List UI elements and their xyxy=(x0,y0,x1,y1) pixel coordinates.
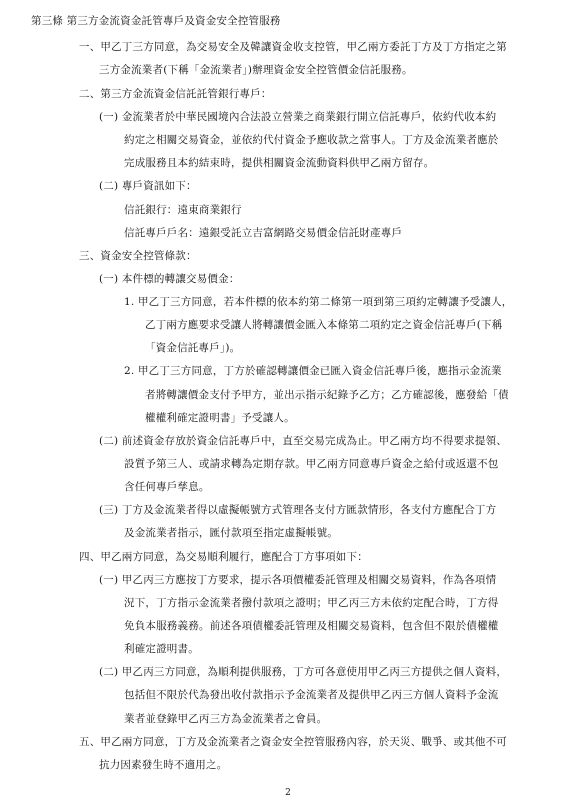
section-3-item-3-line-2: 及金流業者指示，匯付款項至指定虛擬帳號。 xyxy=(124,527,338,539)
section-3-heading: 三、資金安全控管條款： xyxy=(79,250,197,262)
section-2-item-1-line-2: 約定之相關交易資金，並依約代付資金予應收款之當事人。丁方及金流業者應於 xyxy=(124,134,499,146)
trust-account-name: 信託專戶戶名：遠銀受託立吉富網路交易價金信託財產專戶 xyxy=(124,227,403,239)
section-4-item-2-line-2: 包括但不限於代為發出收付款指示予金流業者及提供甲乙丙三方個人資料予金流 xyxy=(124,689,499,701)
section-3-point-2-line-2: 者將轉讓價金支付予甲方，並出示指示紀錄予乙方；乙方確認後，應發給「債 xyxy=(145,389,509,401)
article-title: 第三條 第三方金流資金託管專戶及資金安全控管服務 xyxy=(31,15,281,27)
section-2-item-2-heading: (二) 專戶資訊如下： xyxy=(99,180,197,192)
section-4-item-1-line-2: 況下，丁方指示金流業者撥付款項之證明；甲乙丙三方未依約定配合時，丁方得 xyxy=(124,597,499,609)
section-2-item-1-line-3: 完成服務且本約結束時，提供相關資金流動資料供甲乙兩方留存。 xyxy=(124,157,435,169)
section-3-item-2-line-1: (二) 前述資金存放於資金信託專戶中，直至交易完成為止。甲乙兩方均不得要求提領、 xyxy=(99,435,508,447)
section-3-item-2-line-2: 設質予第三人、或請求轉為定期存款。甲乙兩方同意專戶資金之給付或返還不包 xyxy=(124,458,499,470)
section-2-item-1-line-1: (一) 金流業者於中華民國境內合法設立營業之商業銀行開立信託專戶，依約代收本約 xyxy=(99,111,497,123)
section-3-item-1-heading: (一) 本件標的轉讓交易價金： xyxy=(99,273,240,285)
section-3-point-1-line-3: 「資金信託專戶」)。 xyxy=(145,342,241,354)
section-4-item-1-line-3: 免負本服務義務。前述各項債權委託管理及相關交易資料，包含但不限於債權權 xyxy=(124,620,499,632)
section-3-point-1-line-2: 乙丁兩方應要求受讓人將轉讓價金匯入本條第二項約定之資金信託專戶(下稱 xyxy=(145,319,503,331)
section-4-heading: 四、甲乙兩方同意，為交易順利履行，應配合丁方事項如下： xyxy=(79,551,368,563)
page-number: 2 xyxy=(285,788,291,798)
section-5-line-1: 五、甲乙兩方同意，丁方及金流業者之資金安全控管服務內容，於天災、戰爭、或其他不可 xyxy=(79,736,507,748)
section-5-line-2: 抗力因素發生時不適用之。 xyxy=(99,759,228,771)
section-2-heading: 二、第三方金流資金信託託管銀行專戶： xyxy=(79,88,272,100)
section-4-item-2-line-1: (二) 甲乙丙三方同意，為順利提供服務，丁方可各意使用甲乙丙三方提供之個人資料， xyxy=(99,666,508,678)
section-3-point-2-line-3: 權權利確定證明書」予受讓人。 xyxy=(145,412,295,424)
section-1-line-2: 三方金流業者(下稱「金流業者」)辦理資金安全控管價金信託服務。 xyxy=(99,64,413,76)
section-3-point-2-line-1: 2. 甲乙丁三方同意，丁方於確認轉讓價金已匯入資金信託專戶後，應指示金流業 xyxy=(124,365,502,377)
section-4-item-1-line-1: (一) 甲乙丙三方應按丁方要求，提示各項價權委託管理及相關交易資料，作為各項情 xyxy=(99,574,497,586)
section-3-item-3-line-1: (三) 丁方及金流業者得以虛擬帳號方式管理各支付方匯款情形，各支付方應配合丁方 xyxy=(99,504,497,516)
section-3-item-2-line-3: 含任何專戶孳息。 xyxy=(124,481,210,493)
section-3-point-1-line-1: 1. 甲乙丁三方同意，若本件標的依本約第二條第一項到第三項約定轉讓予受讓人， xyxy=(124,296,513,308)
trust-bank: 信託銀行：遠東商業銀行 xyxy=(124,204,242,216)
section-1-line-1: 一、甲乙丁三方同意，為交易安全及韓讓資金收支控管，甲乙兩方委託丁方及丁方指定之第 xyxy=(79,41,507,53)
section-4-item-2-line-3: 業者並登錄甲乙丙三方為金流業者之會員。 xyxy=(124,713,328,725)
section-4-item-1-line-4: 利確定證明書。 xyxy=(124,643,199,655)
